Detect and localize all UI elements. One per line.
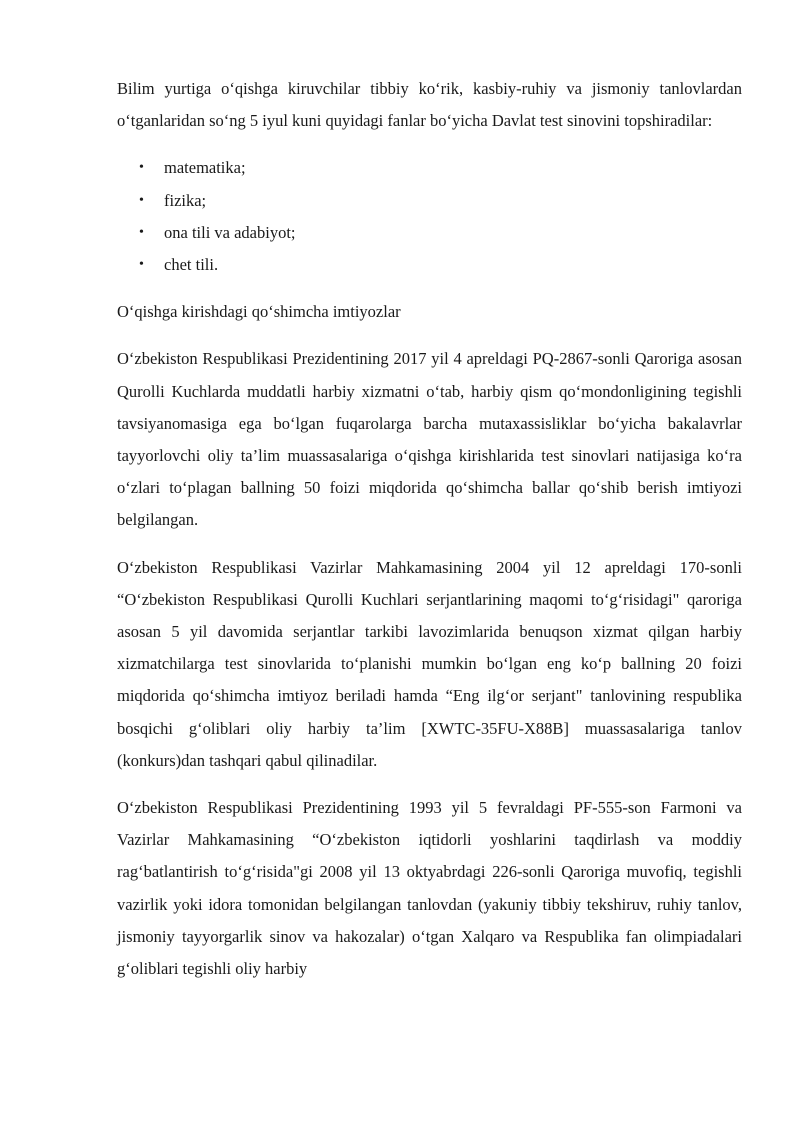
section-heading: O‘qishga kirishdagi qo‘shimcha imtiyozlar: [117, 302, 401, 322]
list-item-text: matematika;: [164, 158, 246, 178]
list-item: [117, 185, 742, 217]
list-item: [117, 217, 742, 249]
list-item-text: ona tili va adabiyot;: [164, 222, 296, 242]
subjects-list: [117, 152, 742, 281]
body-paragraph: O‘zbekiston Respublikasi Prezidentining 1993 yil 5 fevraldagi PF-555-son Farmoni va Vazirlar Mahkamasining “O‘zbekiston iqtidorli yoshlarini taqdirlash va moddiy rag‘batlantirish to‘g‘risida"gi 2008 yil 13 oktyabrdagi 226-sonli Qaroriga muvofiq, tegishli vazirlik yoki idora tomonidan belgilangan tanlovdan (yakuniy tibbiy tekshiruv, ruhiy tanlov, jismoniy tayyorgarlik sinov va hakozalar) o‘tgan Xalqaro va Respublika fan olimpiadalari g‘oliblari tegishli oliy harbiy: [117, 798, 742, 979]
document-page: [117, 73, 742, 1000]
bullet-icon: •: [139, 257, 144, 273]
list-item-text: fizika;: [164, 190, 207, 210]
body-paragraph: O‘zbekiston Respublikasi Prezidentining 2017 yil 4 apreldagi PQ-2867-sonli Qaroriga asosan Qurolli Kuchlarda muddatli harbiy xizmatni o‘tab, harbiy qism qo‘mondonligining tegishli tavsiyanomasiga ega bo‘lgan fuqarolarga barcha mutaxassisliklar bo‘yicha bakalavrlar tayyorlovchi oliy ta’lim muassasalariga o‘qishga kirishlarida test sinovlari natijasiga ko‘ra o‘zlari to‘plagan ballning 50 foizi miqdorida qo‘shimcha ballar qo‘shib berish imtiyozi belgilangan.: [117, 349, 742, 530]
body-paragraph: O‘zbekiston Respublikasi Vazirlar Mahkamasining 2004 yil 12 apreldagi 170-sonli “O‘zbekiston Respublikasi Qurolli Kuchlari serjantlarining maqomi to‘g‘risidagi" qaroriga asosan 5 yil davomida serjantlar tarkibi lavozimlarida benuqson xizmat qilgan harbiy xizmatchilarga test sinovlarida to‘planishi mumkin bo‘lgan eng ko‘p ballning 20 foizi miqdorida qo‘shimcha imtiyoz beriladi hamda “Eng ilg‘or serjant" tanlovining respublika bosqichi g‘oliblari oliy harbiy ta’lim [XWTC-35FU-X88B] muassasalariga tanlov (konkurs)dan tashqari qabul qilinadilar.: [117, 557, 742, 770]
bullet-icon: •: [139, 160, 144, 176]
list-item-text: chet tili.: [164, 255, 219, 275]
bullet-icon: •: [139, 192, 144, 208]
list-item: [117, 249, 742, 281]
bullet-icon: •: [139, 224, 144, 240]
list-item: [117, 152, 742, 184]
intro-paragraph: Bilim yurtiga o‘qishga kiruvchilar tibbiy ko‘rik, kasbiy-ruhiy va jismoniy tanlovlardan o‘tganlaridan so‘ng 5 iyul kuni quyidagi fanlar bo‘yicha Davlat test sinovini topshiradilar:: [117, 79, 742, 131]
